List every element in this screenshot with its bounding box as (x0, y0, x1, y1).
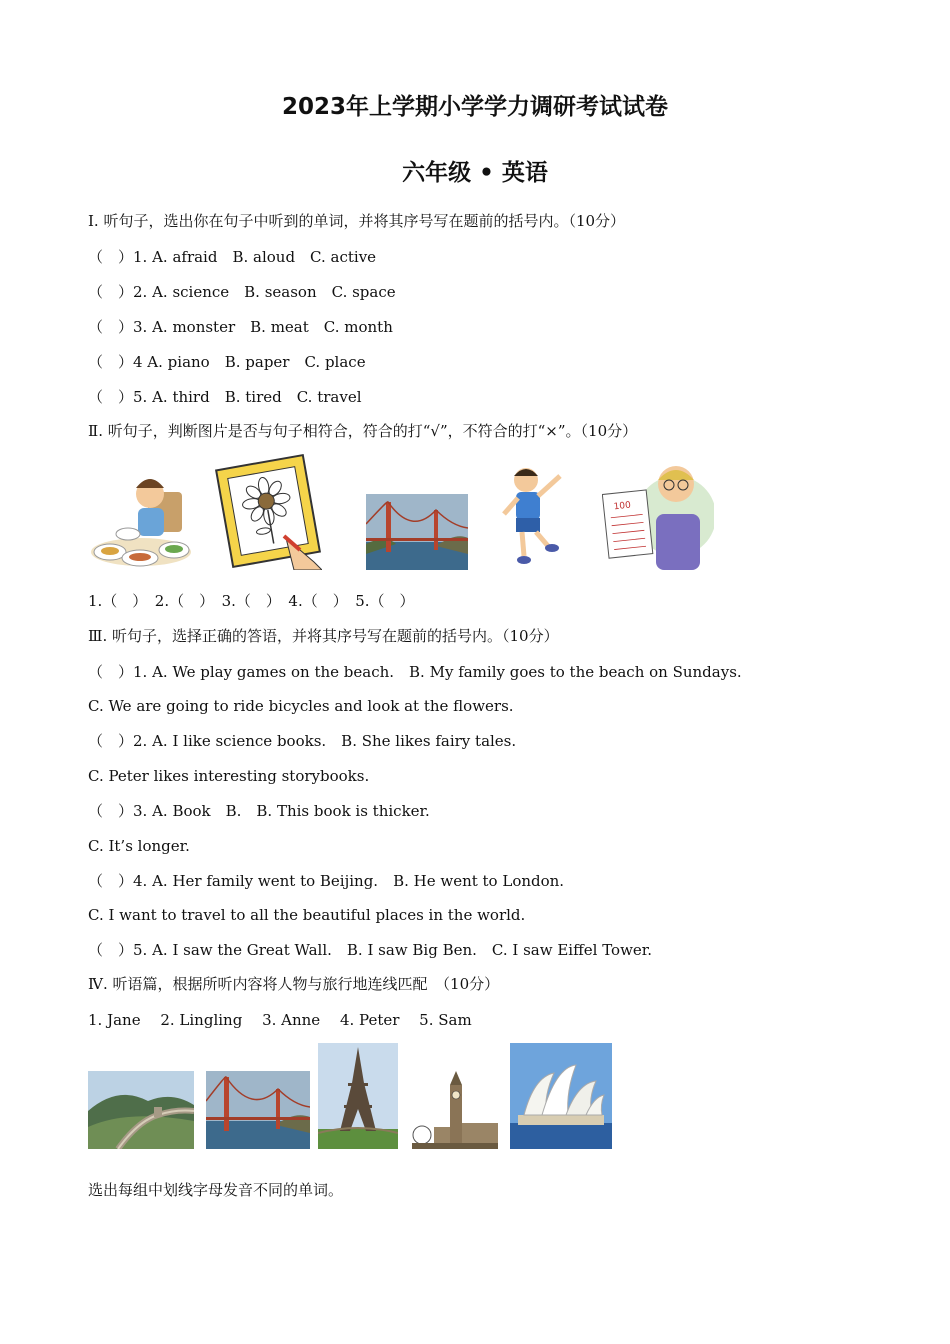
sydney-opera-house-picture (510, 1043, 612, 1149)
boy-with-test-paper-picture (602, 458, 714, 570)
section1-item: （ ）4 A. piano B. paper C. place (88, 353, 366, 371)
section2-answer-blanks: 1.（ ） 2.（ ） 3.（ ） 4.（ ） 5.（ ） (88, 592, 415, 610)
big-ben-picture (412, 1069, 498, 1149)
section3-heading: Ⅲ. 听句子，选择正确的答语，并将其序号写在题前的括号内。（10分） (88, 627, 559, 645)
section3-line: C. I want to travel to all the beautiful places in the world. (88, 906, 526, 924)
svg-text:100: 100 (613, 500, 632, 513)
section1-item: （ ）2. A. science B. season C. space (88, 283, 396, 301)
section4-pictures (88, 1043, 612, 1149)
great-wall-picture (88, 1071, 194, 1149)
section1-heading: Ⅰ. 听句子，选出你在句子中听到的单词，并将其序号写在题前的括号内。（10分） (88, 212, 626, 230)
section2-pictures (88, 452, 714, 570)
section1-item: （ ）5. A. third B. tired C. travel (88, 388, 362, 406)
eiffel-tower-picture (318, 1043, 398, 1149)
section4-names: 1. Jane 2. Lingling 3. Anne 4. Peter 5. Sam (88, 1011, 472, 1029)
section3-line: （ ）1. A. We play games on the beach. B. My family goes to the beach on Sundays. (88, 663, 742, 681)
section3-line: C. Peter likes interesting storybooks. (88, 767, 370, 785)
page-subtitle: 六年级 • 英语 (402, 160, 548, 186)
section3-line: （ ）3. A. Book B. B. This book is thicker. (88, 802, 430, 820)
golden-gate-bridge-picture (206, 1071, 310, 1149)
sunflower-drawing-picture (214, 452, 322, 570)
boy-eating-picture (88, 452, 194, 570)
bridge-picture (366, 494, 468, 570)
section1-item: （ ）3. A. monster B. meat C. month (88, 318, 393, 336)
page-title: 2023年上学期小学学力调研考试试卷 (281, 94, 668, 120)
jumping-boy-picture (502, 462, 568, 570)
section3-line: （ ）2. A. I like science books. B. She likes fairy tales. (88, 732, 517, 750)
section4-heading: Ⅳ. 听语篇，根据所听内容将人物与旅行地连线匹配 （10分） (88, 975, 500, 993)
section2-heading: Ⅱ. 听句子，判断图片是否与句子相符合，符合的打“√”，不符合的打“×”。（10分） (88, 422, 638, 440)
section3-line: C. It’s longer. (88, 837, 190, 855)
section1-item: （ ）1. A. afraid B. aloud C. active (88, 248, 377, 266)
section3-line: （ ）4. A. Her family went to Beijing. B. He went to London. (88, 872, 565, 890)
section3-line: （ ）5. A. I saw the Great Wall. B. I saw Big Ben. C. I saw Eiffel Tower. (88, 941, 653, 959)
section3-line: C. We are going to ride bicycles and look at the flowers. (88, 697, 514, 715)
section5-heading: 选出每组中划线字母发音不同的单词。 (88, 1181, 344, 1199)
